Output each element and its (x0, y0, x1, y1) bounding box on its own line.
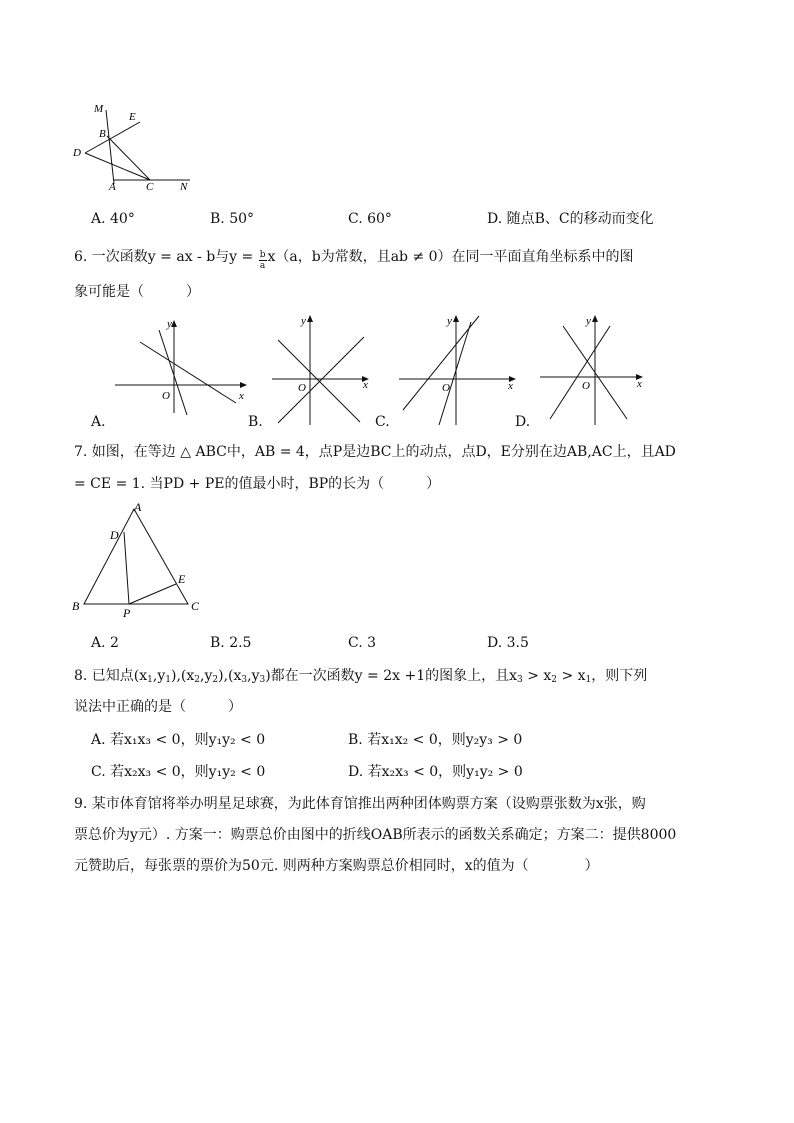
q6b-label-o: O (298, 382, 306, 394)
q5-label-N: N (180, 181, 188, 193)
q7-line-DP (124, 532, 129, 604)
q6b-label-y: y (301, 315, 306, 327)
q6a-x-arrow (240, 382, 247, 388)
q6-frac-num: b (259, 250, 266, 260)
q8-text-c: ,y (152, 668, 166, 684)
q9-stem-line2: 票总价为y元）. 方案一：购票总价由图中的折线OAB所表示的函数关系确定；方案二：提供8000 (74, 827, 677, 843)
q7-option-b: B. 2.5 (210, 635, 252, 651)
q7-line-PE (129, 584, 176, 604)
q8-sub-n: 3 (517, 675, 523, 685)
q8-stem-line1 (74, 668, 647, 688)
q7-label-B: B (72, 599, 80, 613)
q5-figure (68, 100, 198, 195)
q6a-label-o: O (162, 390, 170, 402)
q6d-label-o: O (582, 380, 590, 392)
q6a-line-2 (159, 330, 187, 415)
q8-text-q: > x (557, 668, 586, 684)
q6c-label-y: y (447, 315, 452, 327)
q7-stem-line2: = CE = 1. 当PD + PE的值最小时，BP的长为（ ） (74, 476, 441, 492)
q8-text-a: 8. 已知点(x (74, 668, 148, 684)
q6a-label-y: y (167, 318, 172, 330)
q6c-label-o: O (442, 382, 450, 394)
q5-line-DE (85, 122, 140, 153)
q6c-line-2 (439, 322, 471, 425)
q6d-y-arrow (592, 315, 598, 322)
q6-graph-b (270, 312, 380, 427)
q8-option-b: B. 若x₁x₂ < 0，则y₂y₃ > 0 (348, 732, 523, 748)
q5-line-BM (106, 110, 114, 184)
q7-option-a: A. 2 (91, 635, 119, 651)
q8-stem-line2: 说法中正确的是（ ） (74, 699, 242, 715)
q5-label-B: B (99, 128, 106, 140)
q8-text-g: ,y (200, 668, 213, 684)
q6c-y-arrow (453, 315, 459, 322)
q6c-label-x: x (508, 380, 513, 392)
q8-sub-r: 1 (585, 675, 592, 685)
q6c-line-1 (403, 316, 479, 410)
q6-stem-line2: 象可能是（ ） (74, 284, 200, 300)
q8-text-k: ,y (247, 668, 260, 684)
q7-label-D: D (110, 528, 119, 542)
q8-option-d: D. 若x₂x₃ < 0，则y₁y₂ > 0 (348, 764, 523, 780)
q7-option-c: C. 3 (348, 635, 377, 651)
q5-option-a: A. 40° (91, 211, 135, 227)
q8-sub-l: 3 (259, 675, 266, 685)
q8-text-i: ),(x (218, 668, 242, 684)
q6d-line-1 (550, 326, 610, 419)
q6d-label-x: x (637, 378, 642, 390)
q6d-label-y: y (586, 315, 591, 327)
q7-triangle-abc (84, 509, 188, 604)
q5-label-A: A (109, 181, 116, 193)
q5-line-BC (107, 136, 150, 180)
q8-option-a: A. 若x₁x₃ < 0，则y₁y₂ < 0 (91, 732, 266, 748)
q8-sub-d: 1 (165, 675, 171, 685)
q5-label-M: M (94, 103, 104, 115)
q8-sub-j: 3 (241, 675, 248, 685)
q6-graph-a (112, 315, 252, 415)
q6-stem-suffix: x（a，b为常数，且ab ≠ 0）在同一平面直角坐标系中的图 (267, 249, 634, 265)
q6-graph-c (397, 312, 522, 427)
q6-stem-line1 (74, 249, 634, 271)
q5-label-E: E (129, 111, 136, 123)
q7-figure (68, 498, 213, 618)
q5-label-C: C (146, 181, 154, 193)
q7-option-d: D. 3.5 (487, 635, 529, 651)
q6b-line-1 (278, 337, 364, 423)
q6b-y-arrow (307, 315, 313, 322)
q8-sub-h: 2 (212, 675, 219, 685)
q7-label-A: A (134, 500, 142, 514)
q8-text-e: ),(x (171, 668, 195, 684)
q6-option-label-a: A. (91, 414, 106, 430)
q6a-label-x: x (239, 390, 244, 402)
q7-label-P: P (123, 606, 131, 618)
q8-option-c: C. 若x₂x₃ < 0，则y₁y₂ < 0 (91, 764, 266, 780)
q5-line-DC (85, 153, 150, 180)
q5-option-d: D. 随点B、C的移动而变化 (487, 211, 654, 227)
q5-option-b: B. 50° (210, 211, 255, 227)
q6-option-label-c: C. (375, 414, 390, 430)
q8-sub-f: 2 (194, 675, 201, 685)
q6-graph-d (538, 312, 650, 427)
q6a-y-arrow (171, 320, 177, 327)
q8-sub-p: 2 (551, 675, 558, 685)
q7-stem-line1: 7. 如图，在等边 △ ABC中，AB = 4，点P是边BC上的动点，点D，E分别在边AB,AC上，且AD (74, 444, 676, 460)
q8-text-m: )都在一次函数y = 2x +1的图象上，且x (265, 668, 518, 684)
q6-stem-prefix: 6. 一次函数y = ax - b与y = (74, 249, 254, 265)
q9-stem-line3: 元赞助后，每张票的票价为50元. 则两种方案购票总价相同时，x的值为（ ） (74, 858, 599, 874)
q6-option-label-b: B. (248, 414, 263, 430)
q7-label-E: E (178, 572, 186, 586)
q6a-line-1 (140, 342, 236, 403)
q6b-line-2 (278, 340, 360, 422)
q5-option-c: C. 60° (348, 211, 392, 227)
q9-stem-line1: 9. 某市体育馆将举办明星足球赛，为此体育馆推出两种团体购票方案（设购票张数为x张，购 (74, 796, 646, 812)
q5-label-D: D (73, 147, 81, 159)
q6b-label-x: x (363, 379, 368, 391)
q8-text-s: ，则下列 (591, 668, 648, 684)
q6-fraction (259, 250, 267, 271)
q8-text-o: > x (522, 668, 552, 684)
q7-label-C: C (191, 599, 200, 613)
q6-frac-den: a (259, 261, 266, 271)
q8-sub-b: 1 (147, 675, 153, 685)
q6-option-label-d: D. (515, 414, 531, 430)
